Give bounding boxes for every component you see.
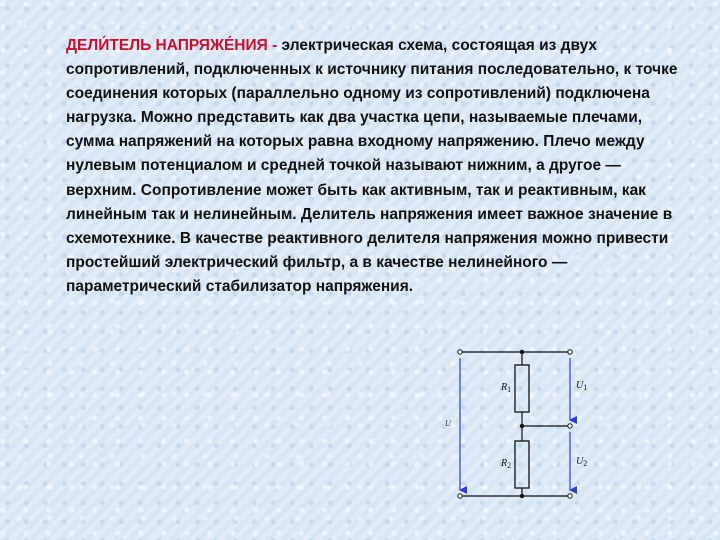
terminal-bottom-right [568, 494, 572, 498]
term-heading: ДЕЛИ́ТЕЛЬ НАПРЯЖЕ́НИЯ [66, 37, 268, 54]
junction-bottom [520, 494, 524, 498]
voltage-divider-diagram [430, 338, 590, 510]
term-dash: - [267, 37, 282, 54]
junction-top [520, 350, 524, 354]
label-r2: $R_2$ [501, 458, 512, 470]
resistor-r2 [515, 441, 529, 488]
terminal-top-left [458, 350, 462, 354]
label-r1: $R_1$ [501, 382, 512, 394]
label-u: U [445, 419, 451, 428]
terminal-bottom-left [458, 494, 462, 498]
label-u1: $U_1$ [576, 380, 588, 392]
terminal-top-right [568, 350, 572, 354]
junctions [520, 350, 524, 498]
resistor-r1 [515, 365, 529, 412]
definition-period: . [408, 277, 414, 295]
definition-text: электрическая схема, состоящая из двух сопротивлений, подключенных к источнику питания последовательно, к точке соединения которых (параллельно одному из сопротивлений) подключена нагрузка. Можно представить как два участка цепи, называемые плечами, сумма напряжений на которых равна входному напряжению. Плечо между нулевым потенциалом и средней точкой называют нижним, а другое — верхним. Сопротивление может быть как активным, так и реактивным, как линейным так и нелинейным. Делитель напряжения имеет важное значение в схемотехнике. В качестве реактивного делителя напряжения можно привести простейший электрический фильтр, а в качестве нелинейного — параметрический стабилизатор напряжения [66, 37, 678, 295]
definition-paragraph [66, 34, 686, 299]
label-u2: $U_2$ [576, 456, 588, 468]
junction-mid [520, 424, 524, 428]
terminal-mid-right [568, 424, 572, 428]
